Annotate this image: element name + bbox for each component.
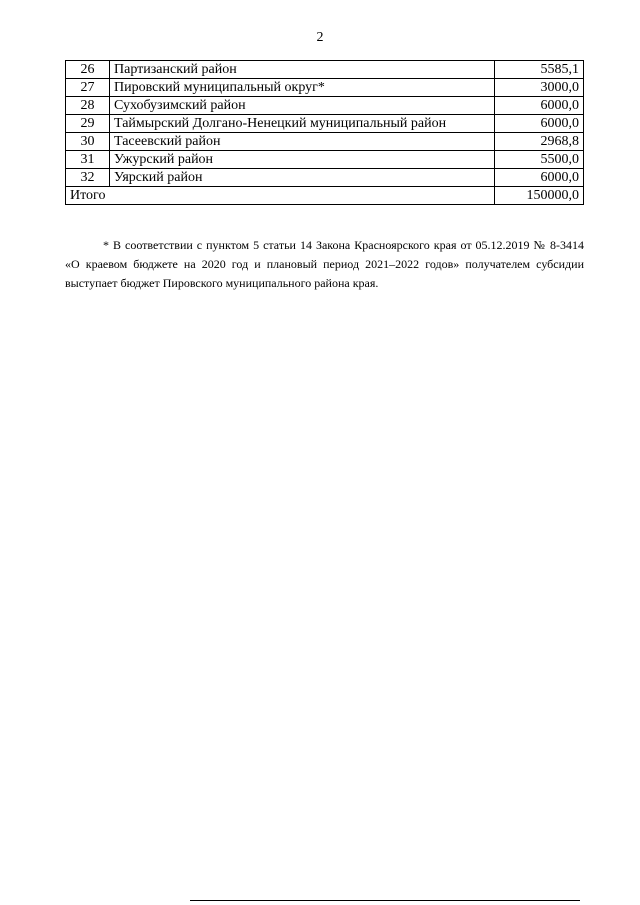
- row-number: 30: [66, 133, 110, 151]
- row-number: 32: [66, 169, 110, 187]
- total-amount: 150000,0: [495, 187, 584, 205]
- district-name: Пировский муниципальный округ*: [110, 79, 495, 97]
- subsidy-table: [65, 60, 584, 205]
- subsidy-amount: 3000,0: [495, 79, 584, 97]
- district-name: Тасеевский район: [110, 133, 495, 151]
- district-name: Таймырский Долгано-Ненецкий муниципальный район: [110, 115, 495, 133]
- district-name: Ужурский район: [110, 151, 495, 169]
- row-number: 26: [66, 61, 110, 79]
- subsidy-amount: 5500,0: [495, 151, 584, 169]
- subsidy-amount: 6000,0: [495, 169, 584, 187]
- subsidy-amount: 6000,0: [495, 97, 584, 115]
- table-row: [66, 79, 584, 97]
- total-row: [66, 187, 584, 205]
- table-row: [66, 115, 584, 133]
- subsidy-amount: 5585,1: [495, 61, 584, 79]
- table-row: [66, 169, 584, 187]
- bottom-divider: [190, 900, 580, 901]
- row-number: 31: [66, 151, 110, 169]
- table-row: [66, 61, 584, 79]
- district-name: Сухобузимский район: [110, 97, 495, 115]
- page-number: 2: [316, 30, 324, 45]
- district-name: Партизанский район: [110, 61, 495, 79]
- table-row: [66, 97, 584, 115]
- subsidy-amount: 2968,8: [495, 133, 584, 151]
- row-number: 29: [66, 115, 110, 133]
- district-name: Уярский район: [110, 169, 495, 187]
- table-row: [66, 133, 584, 151]
- row-number: 27: [66, 79, 110, 97]
- footnote: * В соответствии с пунктом 5 статьи 14 Закона Красноярского края от 05.12.2019 № 8-3414 «О краевом бюджете на 2020 год и плановый период 2021–2022 годов» получателем субсидии выступает бюджет Пировского муниципального района края.: [65, 238, 584, 290]
- total-label: Итого: [66, 187, 495, 205]
- subsidy-amount: 6000,0: [495, 115, 584, 133]
- table-row: [66, 151, 584, 169]
- row-number: 28: [66, 97, 110, 115]
